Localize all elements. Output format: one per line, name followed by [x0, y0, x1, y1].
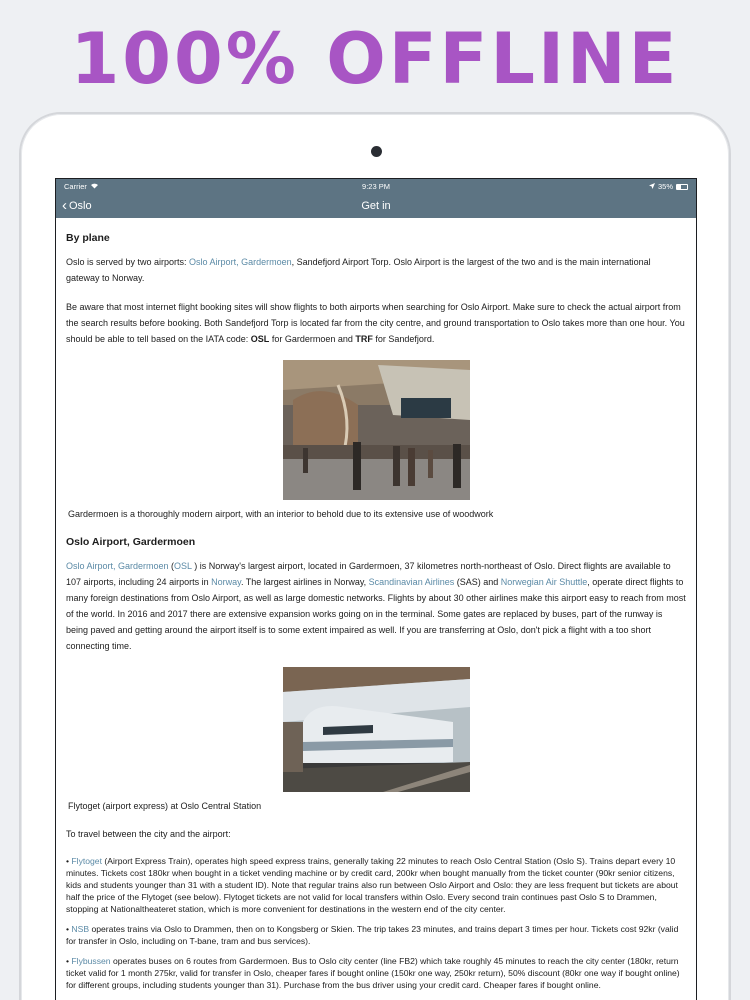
article-content [56, 218, 696, 991]
paragraph-airports: Oslo is served by two airports: Oslo Airport, Gardermoen, Sandefjord Airport Torp. Oslo Airport is the largest of the two and is the main international gateway to Norway. [66, 257, 651, 283]
airport-interior-image [283, 360, 470, 500]
chevron-left-icon: ‹ [62, 196, 67, 214]
paragraph-transport-intro: To travel between the city and the airport: [66, 829, 231, 839]
battery-icon [676, 184, 688, 190]
list-item: • Flybussen operates buses on 6 routes from Gardermoen. Bus to Oslo city center (line FB2) which take roughly 45 minutes to reach the city center (180kr, return ticket valid for 1 month 275kr, valid for transfer in Oslo, cheaper fares if bought online (150kr one way, 250kr return), 50% discount (80kr one way if bought online) for different groups, including students younger than 31). Purchase from the bus driver using your credit card. Cheaper fares if bought online. [66, 956, 680, 990]
paragraph-gardermoen: Oslo Airport, Gardermoen (OSL ) is Norway's largest airport, located in Gardermoen, 37 kilometres north-northeast of Oslo. Direct flights are available to 107 airports, including 24 airports in Norway. The largest airlines in Norway, Scandinavian Airlines (SAS) and Norwegian Air Shuttle, operate direct flights to many foreign destinations from Oslo Airport, as well as large domestic networks. Flights by about 30 other airlines make this airport easy to reach from most of the world. In 2016 and 2017 there are extensive expansion works going on in the terminal. Some gates are replaced by buses, part of the runway is being paved and getting around the airport itself is to some extent impaired as well. If you are transferring at Oslo, don't pick a flight with a too short connecting time. [66, 561, 686, 651]
camera [371, 146, 382, 157]
location-icon [649, 182, 655, 191]
link-norwegian[interactable]: Norwegian Air Shuttle [500, 577, 588, 587]
paragraph-booking: Be aware that most internet flight booking sites will show flights to both airports when searching for Oslo Airport. Make sure to check the actual airport from the search results before booking. Both Sandefjord Torp is located far from the city centre, and ground transportation to Oslo takes more than one hour. You should be able to tell based on the IATA code: OSL for Gardermoen and TRF for Sandefjord. [66, 302, 685, 344]
heading-by-plane: By plane [66, 232, 110, 244]
back-button[interactable] [62, 196, 92, 214]
list-item: • NSB operates trains via Oslo to Drammen, then on to Kongsberg or Skien. The trip takes 23 minutes, and trains depart 3 times per hour. Tickets cost 92kr (valid for transfer in Oslo, including on T-bane, tram and bus services). [66, 924, 679, 946]
promo-title: 100% OFFLINE [70, 18, 680, 100]
heading-oslo-airport: Oslo Airport, Gardermoen [66, 536, 196, 548]
link-flybussen[interactable]: Flybussen [71, 956, 111, 966]
list-item: • Flytoget (Airport Express Train), operates high speed express trains, generally taking 22 minutes to reach Oslo Central Station (Oslo S). Trains depart every 10 minutes. Tickets cost 180kr when bought in a ticket vending machine or by credit card, 200kr when bought manually from the ticket counter (90kr senior citizens, kids and students younger than 31 with a student ID). Note that regular trains also run between Oslo Airport and Oslo: they are less frequent but tickets are about half the price of the Flytoget (see below). Flytoget tickets are not valid for local transfers within Oslo. Every second train continues past Oslo S to Drammen, stopping at Nationaltheateret station, which is more convenient for destinations in the western end of the city center. [66, 856, 678, 914]
link-sas[interactable]: Scandinavian Airlines [368, 577, 455, 587]
ipad-frame [19, 112, 731, 1000]
status-time: 9:23 PM [362, 182, 390, 191]
wifi-icon [90, 182, 99, 191]
link-gardermoen[interactable]: Oslo Airport, Gardermoen [66, 561, 169, 571]
transport-list [66, 855, 686, 991]
navigation-bar [56, 194, 696, 218]
image-caption-airport: Gardermoen is a thoroughly modern airport, with an interior to behold due to its extensive use of woodwork [68, 509, 494, 519]
status-bar [56, 179, 696, 194]
carrier-label: Carrier [64, 182, 87, 191]
app-screen [55, 178, 697, 1000]
link-oslo-airport[interactable]: Oslo Airport, Gardermoen [189, 257, 292, 267]
link-nsb[interactable]: NSB [71, 924, 90, 934]
link-osl[interactable]: OSL [174, 561, 192, 571]
battery-percent: 35% [657, 182, 673, 191]
link-norway[interactable]: Norway [211, 577, 241, 587]
image-caption-train: Flytoget (airport express) at Oslo Central Station [68, 801, 262, 811]
flytoget-train-image [283, 667, 470, 792]
page-title: Get in [361, 200, 391, 212]
link-flytoget[interactable]: Flytoget [71, 856, 102, 866]
back-label: Oslo [69, 200, 92, 212]
